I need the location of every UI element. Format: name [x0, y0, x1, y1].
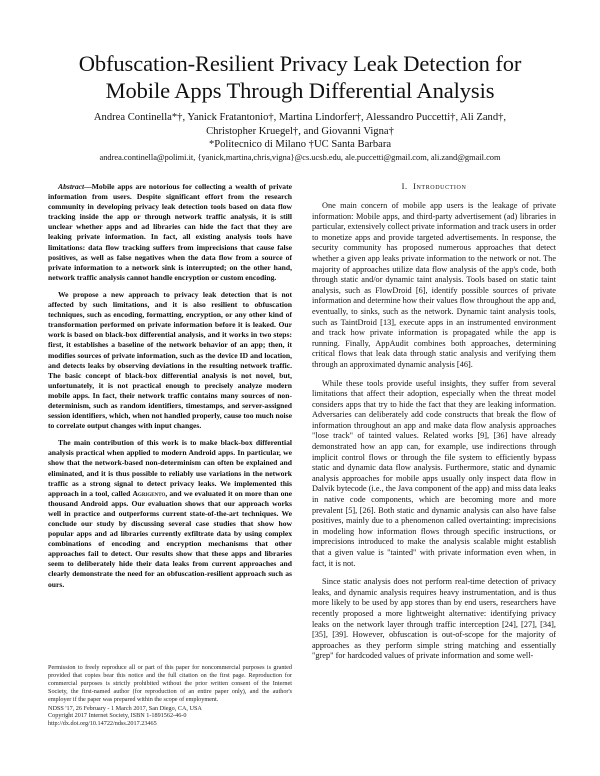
paper-title-line-1: Obfuscation-Resilient Privacy Leak Detection for	[78, 51, 522, 76]
intro-paragraph-2: While these tools provide useful insights, they suffer from several limitations that affect their adoption, especially when the threat model considers apps that try to hide the fact that they are leaking information. Adversaries can deliberately add code constructs that break the flow of information throughout an app and make data flow analysis approaches "lose track" of tainted values. Related works [9], [36] have already demonstrated how an app can, for example, use indirections through implicit control flows or through the file system to efficiently bypass static and dynamic data flow analysis. Furthermore, static and dynamic analysis approaches for mobile apps usually only inspect data flow in Dalvik bytecode (i.e., the Java component of the app) and miss data leaks in native code components, which are becoming more and more prevalent [5], [26]. Both static and dynamic analysis can also have false positives, mainly due to a phenomenon called overtainting: imprecisions in modeling how information flows through specific instructions, or imprecisions introduced to make the analysis scalable might establish that a given value is "tainted" with private information even when, in fact, it is not.	[312, 378, 556, 568]
copyright-line: Copyright 2017 Internet Society, ISBN 1-1891562-46-0	[48, 712, 187, 720]
abstract-paragraph-3	[48, 438, 292, 589]
doi-link[interactable]: http://dx.doi.org/10.14722/ndss.2017.23465	[48, 720, 157, 728]
paper-title-line-2: Mobile Apps Through Differential Analysis	[105, 78, 495, 103]
author-emails: andrea.continella@polimi.it, {yanick,martina,chris,vigna}@cs.ucsb.edu, ale.puccetti@gmail.com, ali.zand@gmail.com	[99, 153, 501, 162]
copyright-footnote	[48, 664, 292, 728]
abstract-paragraph-1	[48, 182, 292, 283]
tool-name: Agrigento	[132, 488, 166, 498]
abstract	[48, 182, 292, 597]
intro-paragraph-3: Since static analysis does not perform real-time detection of privacy leaks, and dynamic analysis requires heavy instrumentation, and is thus more likely to be used by app stores than by end users, researchers have recently proposed a more lightweight alternative: identifying privacy leaks on the network layer through traffic interception [24], [27], [34], [35], [39]. However, obfuscation is out-of-scope for the majority of approaches as they perform simple string matching and essentially "grep" for hardcoded values of private information and some well-	[312, 577, 556, 661]
section-heading	[312, 182, 556, 191]
abstract-text-1: —Mobile apps are notorious for collecting a wealth of private information from users. Despite significant effort from the research community in developing privacy leak detection tools based on data flow tracking inside the app or through network traffic analysis, it is still unclear whether apps and ad libraries can hide the fact that they are leaking private information. In fact, all existing analysis tools have limitations: data flow tracking suffers from imprecisions that cause false positives, as well as false negatives when the data flow from a source of private information to a network sink is interrupted; on the other hand, network traffic analysis cannot handle encryption or custom encoding.	[48, 182, 292, 282]
abstract-paragraph-2: We propose a new approach to privacy leak detection that is not affected by such limitations, and it is also resilient to obfuscation techniques, such as encoding, formatting, encryption, or any other kind of transformation performed on private information before it is leaked. Our work is based on black-box differential analysis, and it works in two steps: first, it establishes a baseline of the network behavior of an app; then, it modifies sources of private information, such as the device ID and location, and detects leaks by observing deviations in the resulting network traffic. The basic concept of black-box differential analysis is not novel, but, unfortunately, it is not practical enough to precisely analyze modern mobile apps. In fact, their network traffic contains many sources of non-determinism, such as random identifiers, timestamps, and server-assigned session identifiers, which, when not handled properly, cause too much noise to correlate output changes with input changes.	[48, 289, 292, 431]
section-number: I.	[401, 182, 408, 191]
venue-line: NDSS '17, 26 February - 1 March 2017, San Diego, CA, USA	[48, 704, 202, 712]
affiliation: *Politecnico di Milano †UC Santa Barbara	[208, 139, 392, 150]
abstract-text-3a: The main contribution of this work is to make black-box differential analysis practical when applied to modern Android apps. In particular, we show that the network-based non-determinism can often be explained and eliminated, and it is thus possible to reliably use variations in the network traffic as a strong signal to detect privacy leaks. We implemented this approach in a tool, called	[48, 438, 292, 498]
abstract-text-3b: , and we evaluated it on more than one thousand Android apps. Our evaluation shows that our approach works well in practice and outperforms current state-of-the-art techniques. We conclude our study by discussing several case studies that show how popular apps and ad libraries currently exfiltrate data by using complex combinations of encoding and encryption mechanisms that other approaches fail to detect. Our results show that these apps and libraries seem to deliberately hide their data leaks from current approaches and clearly demonstrate the need for an obfuscation-resilient approach such as ours.	[48, 488, 292, 589]
authors-line-2: Christopher Kruegel†, and Giovanni Vigna†	[206, 126, 394, 137]
authors-line-1: Andrea Continella*†, Yanick Fratantonio†, Martina Lindorfer†, Alessandro Puccetti†, Ali Zand†,	[93, 112, 507, 123]
permission-notice: Permission to freely reproduce all or part of this paper for noncommercial purposes is granted provided that copies bear this notice and the full citation on the first page. Reproduction for commercial purposes is strictly prohibited without the prior written consent of the Internet Society, the first-named author (for reproduction of an entire paper only), and the author's employer if the paper was prepared within the scope of employment.	[48, 664, 292, 703]
introduction-section	[312, 182, 556, 670]
section-title: Introduction	[413, 182, 467, 191]
intro-paragraph-1: One main concern of mobile app users is the leakage of private information: Mobile apps, and third-party advertisement (ad) libraries in particular, extensively collect private information and track users in order to monetize apps and provide targeted advertisements. In response, the security community has proposed numerous approaches that detect whether a given app leaks private information to the network or not. The majority of approaches utilize data flow analysis of the app's code, both through static and/or dynamic taint analysis. Tools based on static taint analysis, such as FlowDroid [6], identify possible sources of private information and determine how their values flow throughout the app and, eventually, to sinks, such as the network. Dynamic taint analysis tools, such as TaintDroid [13], execute apps in an instrumented environment and track how private information is propagated while the app is running. Finally, AppAudit combines both approaches, determining critical flows that leak data through static analysis and verifying them through an approximated dynamic analysis [46].	[312, 201, 556, 369]
abstract-lead: Abstract	[58, 182, 85, 191]
